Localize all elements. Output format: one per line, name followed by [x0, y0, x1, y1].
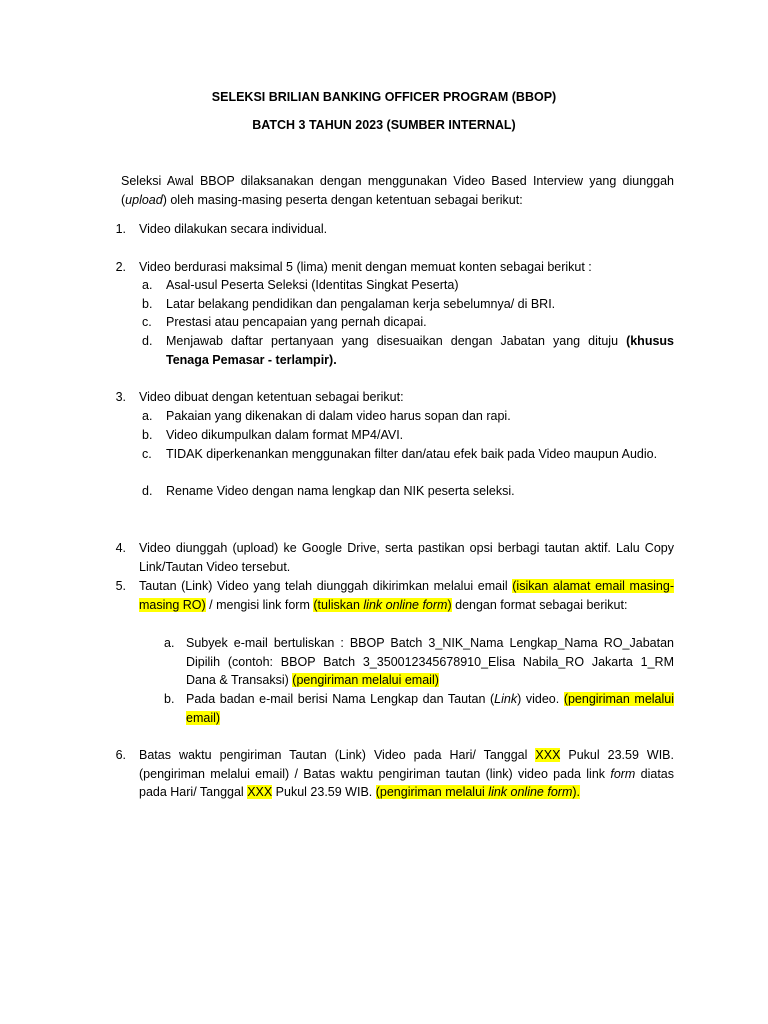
sub-letter: c. — [142, 315, 152, 329]
sub-item-plain: Menjawab daftar pertanyaan yang disesuaikan dengan Jabatan yang dituju — [166, 334, 627, 348]
sub-letter: a. — [142, 409, 153, 423]
text-run: Subyek e-mail bertuliskan : BBOP Batch 3_NIK_Nama Lengkap_Nama RO_Jabatan Dipilih (contoh: BBOP Batch 3_350012345678910_Elisa Nabila_RO Jakarta 1_RM Dana & Transaksi) — [186, 636, 674, 688]
list-number: 6. — [115, 748, 126, 762]
list-number: 5. — [115, 579, 126, 593]
text-run: ) video. — [517, 692, 564, 706]
highlight-date: XXX — [535, 748, 561, 762]
highlight-email: (pengiriman melalui email) — [292, 673, 439, 688]
list-number: 2. — [115, 260, 126, 274]
sub-letter: b. — [142, 428, 153, 442]
sub-item-bold: (khusus Tenaga Pemasar - terlampir). — [166, 334, 674, 367]
list-number: 1. — [115, 222, 126, 236]
intro-paragraph — [121, 172, 674, 209]
sub-letter: d. — [142, 334, 153, 348]
list-item-text: Video dibuat dengan ketentuan sebagai berikut: — [139, 390, 404, 404]
sub-item-text — [186, 690, 674, 727]
document-title: SELEKSI BRILIAN BANKING OFFICER PROGRAM (BBOP) — [211, 90, 557, 104]
italic-run: form — [610, 766, 636, 781]
sub-item-text: Latar belakang pendidikan dan pengalaman kerja sebelumnya/ di BRI. — [166, 297, 556, 311]
text-run: Tautan (Link) Video yang telah diunggah dikirimkan melalui email — [139, 579, 513, 593]
text-run: Pada badan e-mail berisi Nama Lengkap dan Tautan ( — [186, 692, 495, 706]
sub-item-text: Video dikumpulkan dalam format MP4/AVI. — [166, 428, 404, 442]
italic-run: Link — [494, 692, 518, 706]
list-item-text: Video dilakukan secara individual. — [139, 222, 328, 236]
sub-item-text: TIDAK diperkenankan menggunakan filter dan/atau efek baik pada Video maupun Audio. — [166, 447, 658, 461]
sub-letter: b. — [164, 692, 175, 706]
list-item-text: Video diunggah (upload) ke Google Drive, serta pastikan opsi berbagi tautan aktif. Lalu Copy Link/Tautan Video tersebut. — [139, 541, 674, 574]
sub-letter: c. — [142, 447, 152, 461]
highlight-email: (isikan alamat email masing-masing RO) — [139, 579, 674, 612]
sub-letter: a. — [142, 278, 153, 292]
sub-item-text: Pakaian yang dikenakan di dalam video harus sopan dan rapi. — [166, 409, 511, 423]
text-run: Pukul 23.59 WIB. — [272, 785, 376, 800]
italic-run: link online form — [488, 785, 573, 800]
sub-item-text: Asal-usul Peserta Seleksi (Identitas Singkat Peserta) — [166, 278, 459, 292]
text-run: Batas waktu pengiriman Tautan (Link) Video pada Hari/ Tanggal — [139, 748, 536, 762]
text-run: / mengisi link form — [205, 597, 314, 612]
text-run: dengan format sebagai berikut: — [451, 597, 628, 612]
intro-italic: upload — [125, 192, 163, 207]
sub-letter: b. — [142, 297, 153, 311]
text-run: ). — [572, 785, 581, 800]
text-run: (tuliskan — [313, 597, 364, 612]
text-run: ) — [447, 597, 452, 612]
highlight-email: (pengiriman melalui email) — [186, 692, 675, 725]
highlight-form — [376, 785, 580, 799]
highlight-form — [313, 598, 451, 612]
list-item-text — [139, 746, 674, 802]
text-run: diatas pada Hari/ Tanggal — [139, 766, 674, 800]
sub-item-text: Rename Video dengan nama lengkap dan NIK peserta seleksi. — [166, 484, 515, 498]
sub-letter: a. — [164, 636, 175, 650]
sub-letter: d. — [142, 484, 153, 498]
document-subtitle: BATCH 3 TAHUN 2023 (SUMBER INTERNAL) — [252, 118, 516, 132]
list-item-text: Video berdurasi maksimal 5 (lima) menit dengan memuat konten sebagai berikut : — [139, 260, 592, 274]
text-run: (pengiriman melalui — [375, 785, 489, 800]
highlight-date: XXX — [247, 785, 273, 800]
intro-text-1: Seleksi Awal BBOP dilaksanakan dengan menggunakan Video Based Interview yang diunggah ( — [121, 174, 674, 207]
italic-run: link online form — [363, 597, 448, 612]
sub-item-text — [186, 634, 674, 690]
intro-text-2: ) oleh masing-masing peserta dengan ketentuan sebagai berikut: — [162, 192, 523, 207]
sub-item-text — [166, 332, 674, 369]
list-number: 3. — [115, 390, 126, 404]
list-item-text — [139, 577, 674, 614]
text-run: Pukul 23.59 WIB. (pengiriman melalui email) / Batas waktu pengiriman tautan (link) video pada link — [139, 748, 674, 781]
sub-item-text: Prestasi atau pencapaian yang pernah dicapai. — [166, 315, 427, 329]
list-number: 4. — [115, 541, 126, 555]
